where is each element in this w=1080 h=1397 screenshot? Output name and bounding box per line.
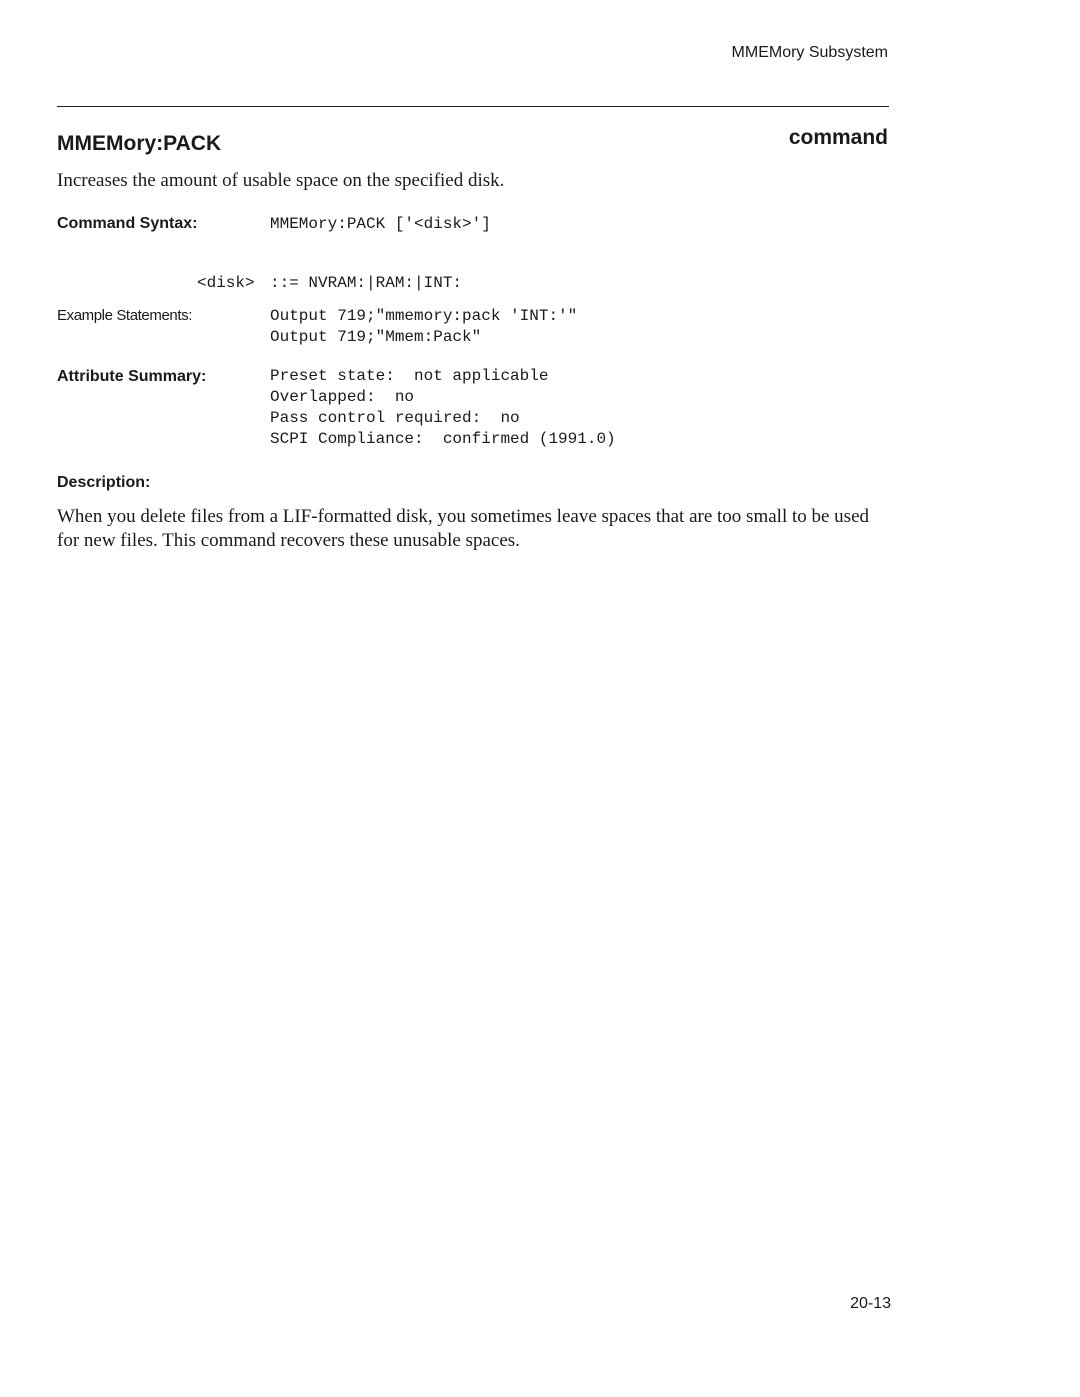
syntax-param-definition: ::= NVRAM:|RAM:|INT: — [270, 274, 463, 292]
attribute-line: SCPI Compliance: confirmed (1991.0) — [270, 430, 616, 448]
example-statements-label: Example Statements: — [57, 307, 192, 324]
description-body: When you delete files from a LIF-formatted disk, you sometimes leave spaces that are too small to be used for new files. This command recovers these unusable spaces. — [57, 506, 870, 551]
header-rule — [57, 106, 889, 107]
command-syntax-value: MMEMory:PACK ['<disk>'] — [270, 215, 491, 233]
syntax-param-name: <disk> — [197, 274, 255, 292]
attribute-summary-label: Attribute Summary: — [57, 368, 207, 385]
running-header: MMEMory Subsystem — [731, 44, 888, 61]
command-kind-label: command — [788, 126, 888, 149]
command-title: MMEMory:PACK — [57, 132, 222, 155]
example-line: Output 719;"Mmem:Pack" — [270, 328, 482, 346]
description-label: Description: — [57, 474, 151, 491]
page-number: 20-13 — [850, 1295, 891, 1312]
command-summary: Increases the amount of usable space on the specified disk. — [57, 170, 505, 191]
attribute-line: Overlapped: no — [270, 388, 415, 406]
attribute-line: Preset state: not applicable — [270, 367, 549, 385]
command-syntax-label: Command Syntax: — [57, 215, 198, 232]
attribute-line: Pass control required: no — [270, 409, 520, 427]
example-line: Output 719;"mmemory:pack 'INT:'" — [270, 307, 578, 325]
